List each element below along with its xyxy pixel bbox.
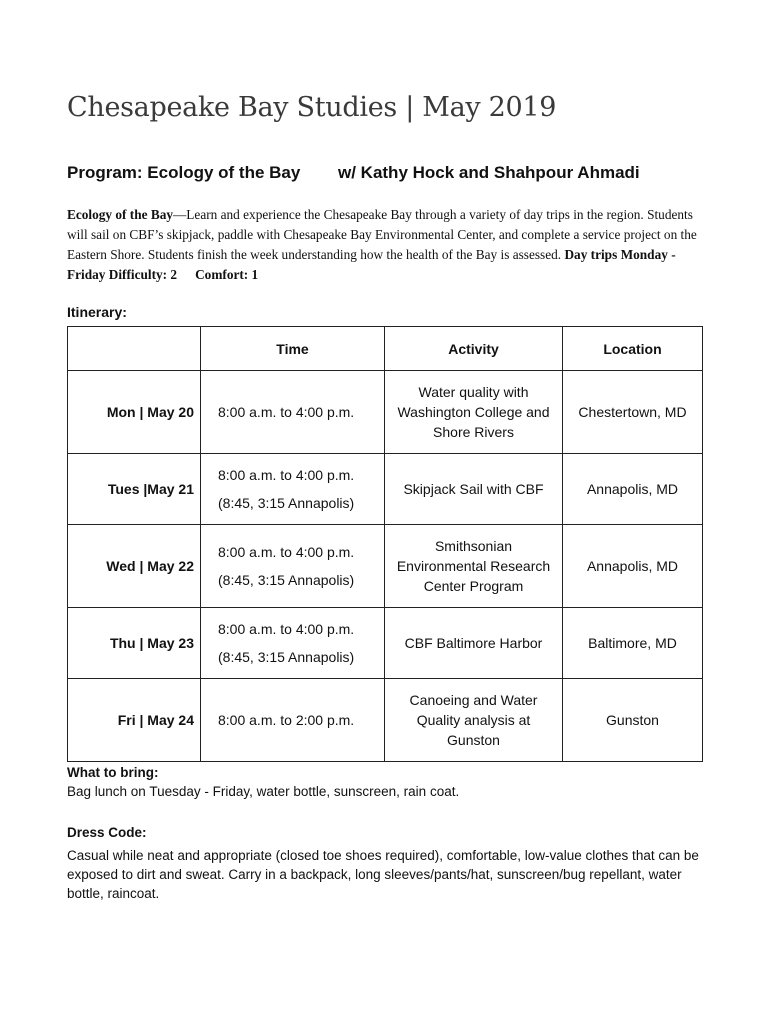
page-title: Chesapeake Bay Studies | May 2019 xyxy=(67,92,557,123)
program-name: Program: Ecology of the Bay xyxy=(67,163,301,182)
row-time-main: 8:00 a.m. to 2:00 p.m. xyxy=(218,712,355,728)
header-activity: Activity xyxy=(385,327,563,371)
row-time xyxy=(201,525,385,608)
description-body: Learn and experience the Chesapeake Bay through a variety of day trips in the region. Students will sail on CBF’s skipjack, paddle with Chesapeake Bay Environmental Center, and complete a service project on the Eastern Shore. Students finish the week understanding how the health of the Bay is assessed. xyxy=(67,207,697,262)
description-dash: — xyxy=(173,207,187,222)
table-row xyxy=(68,525,703,608)
row-time-main: 8:00 a.m. to 4:00 p.m. xyxy=(218,544,355,560)
header-day xyxy=(68,327,201,371)
row-day: Tues |May 21 xyxy=(68,454,201,525)
dress-code-section xyxy=(67,823,707,903)
header-location: Location xyxy=(563,327,703,371)
row-location: Chestertown, MD xyxy=(563,371,703,454)
dress-code-text: Casual while neat and appropriate (closed toe shoes required), comfortable, low-value clothes that can be exposed to dirt and sweat. Carry in a backpack, long sleeves/pants/hat, sunscreen/bug repellant, water bottle, raincoat. xyxy=(67,848,699,901)
row-location: Baltimore, MD xyxy=(563,608,703,679)
row-time-main: 8:00 a.m. to 4:00 p.m. xyxy=(218,404,355,420)
row-time-main: 8:00 a.m. to 4:00 p.m. xyxy=(218,467,355,483)
table-row xyxy=(68,371,703,454)
row-time-note: (8:45, 3:15 Annapolis) xyxy=(218,495,355,511)
what-to-bring-section xyxy=(67,763,707,801)
program-heading xyxy=(67,163,640,183)
row-day: Wed | May 22 xyxy=(68,525,201,608)
row-activity: Smithsonian Environmental Research Center Program xyxy=(385,525,563,608)
row-time xyxy=(201,371,385,454)
program-description xyxy=(67,205,707,285)
table-row xyxy=(68,608,703,679)
table-row xyxy=(68,454,703,525)
what-to-bring-text: Bag lunch on Tuesday - Friday, water bottle, sunscreen, rain coat. xyxy=(67,784,460,799)
row-location: Annapolis, MD xyxy=(563,454,703,525)
row-activity: Water quality with Washington College and Shore Rivers xyxy=(385,371,563,454)
row-time xyxy=(201,454,385,525)
row-day: Mon | May 20 xyxy=(68,371,201,454)
row-time-note: (8:45, 3:15 Annapolis) xyxy=(218,572,355,588)
table-header-row xyxy=(68,327,703,371)
itinerary-label: Itinerary: xyxy=(67,304,127,320)
row-time xyxy=(201,679,385,762)
row-time xyxy=(201,608,385,679)
row-location: Gunston xyxy=(563,679,703,762)
comfort-rating: Comfort: 1 xyxy=(195,267,259,282)
itinerary-table xyxy=(67,326,703,762)
row-time-main: 8:00 a.m. to 4:00 p.m. xyxy=(218,621,355,637)
header-time: Time xyxy=(201,327,385,371)
row-day: Fri | May 24 xyxy=(68,679,201,762)
row-day: Thu | May 23 xyxy=(68,608,201,679)
table-row xyxy=(68,679,703,762)
description-lead: Ecology of the Bay xyxy=(67,207,173,222)
row-activity: Canoeing and Water Quality analysis at Gunston xyxy=(385,679,563,762)
trip-info: Day trips Monday - Friday Difficulty: 2 xyxy=(67,247,676,282)
row-activity: CBF Baltimore Harbor xyxy=(385,608,563,679)
row-time-note: (8:45, 3:15 Annapolis) xyxy=(218,649,355,665)
program-instructors: w/ Kathy Hock and Shahpour Ahmadi xyxy=(338,163,640,182)
row-location: Annapolis, MD xyxy=(563,525,703,608)
dress-code-heading: Dress Code: xyxy=(67,825,147,840)
row-activity: Skipjack Sail with CBF xyxy=(385,454,563,525)
what-to-bring-heading: What to bring: xyxy=(67,765,159,780)
